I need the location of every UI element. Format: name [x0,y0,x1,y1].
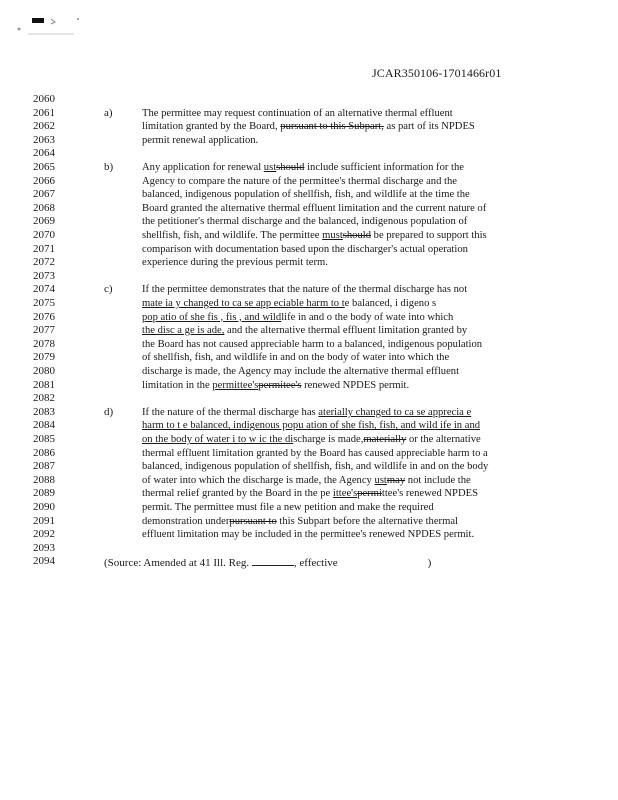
text-segment: life in and o the body of wate into which [281,311,454,323]
scan-mark-arrow [51,19,55,24]
text-line [142,460,522,474]
inserted-text: mate ia y changed to ca se app eciable harm to t [142,298,345,309]
line-number: 2060 [33,93,55,105]
line-number: 2062 [33,120,55,133]
text-line [142,528,522,542]
text-line [142,202,522,216]
line-number: 2064 [33,147,55,160]
text-line [142,447,522,461]
line-number: 2078 [33,337,55,350]
text-line [142,433,522,447]
section-label: b) [104,161,114,173]
scan-mark-dot [18,28,21,31]
text-segment: limitation granted by the Board, [142,121,281,133]
inserted-text: harm to t e balanced, indigenous popu ation of she fish, fish, and wild ife in and [142,420,481,432]
line-number: 2072 [33,256,55,269]
text-segment: Board granted the alternative thermal effluent limitation and the current nature of [142,202,487,214]
document-id: JCAR350106-1701466r01 [372,66,502,80]
line-number: 2070 [33,229,55,241]
line-number: 2080 [33,365,55,377]
text-line [142,188,522,202]
deleted-text: permi [357,488,382,500]
text-line [142,365,522,379]
text-line [142,379,522,393]
text-line [142,120,522,134]
line-number: 2089 [33,487,55,500]
text-segment: balanced, indigenous population of shellfish, fish, and wildlife at the time the [142,189,470,201]
text-segment: thermal effluent limitation granted by the Board has caused appreciable harm to a [142,447,488,459]
inserted-text: pop atio of she fis , fis , and wild [142,311,282,323]
text-line [142,474,522,488]
text-line [142,419,522,433]
text-segment: of water into which the discharge is made, the Agency [142,474,375,486]
text-line [142,311,522,325]
deleted-text: should [342,230,372,241]
text-line [142,515,522,529]
line-number: 2083 [33,405,55,418]
inserted-text: the disc a ge is ade, [142,325,225,337]
line-number: 2076 [33,310,55,323]
text-segment: experience during the previous permit term. [142,257,328,269]
text-segment: demonstration under [142,515,230,527]
text-line [142,243,522,257]
text-line [142,501,522,515]
line-number: 2065 [33,161,55,173]
scan-artifact-marks [14,12,84,46]
text-segment: renewed NPDES permit. [301,379,410,391]
text-line [142,351,522,365]
line-number: 2082 [33,392,55,405]
text-segment: If the nature of the thermal discharge has [142,406,319,418]
text-line [142,297,522,311]
line-number: 2077 [33,324,55,337]
text-segment: the petitioner's thermal discharge and the balanced, indigenous population of [142,216,468,228]
line-number: 2084 [33,419,55,432]
line-number: 2090 [33,501,55,513]
line-number: 2092 [33,528,55,541]
text-segment: ttee's renewed NPDES [381,488,478,500]
text-segment: balanced, indigenous population of shellfish, fish, and wildlife in and on the body [142,461,489,473]
text-segment: thermal relief granted by the Board in the pe [142,488,333,500]
deleted-text: materially [363,434,407,445]
text-segment: e balanced, i digeno s [344,298,437,309]
section-label: a) [104,106,113,119]
line-number: 2069 [33,215,55,228]
deleted-text: pursuant to [229,515,277,527]
line-number: 2075 [33,297,55,309]
line-number: 2068 [33,201,55,214]
line-number: 2081 [33,378,55,391]
text-segment: not include the [405,474,471,486]
text-line [142,256,522,270]
text-segment: If the permittee demonstrates that the nature of the thermal discharge has not [142,284,468,296]
inserted-text: must [322,230,343,241]
deleted-text: may [386,474,406,486]
text-segment: as part of its NPDES [383,121,475,133]
text-segment: be prepared to support this [371,230,487,241]
source-note-blank [252,555,294,566]
text-segment: effluent limitation may be included in the permittee's renewed NPDES permit. [142,529,475,541]
line-number: 2088 [33,473,55,486]
source-note-prefix: (Source: Amended at 41 Ill. Reg. [104,557,252,570]
line-number: 2079 [33,351,55,364]
scan-mark-speck [77,18,79,20]
text-segment: shellfish, fish, and wildlife. The permittee [142,230,323,241]
text-segment: or the alternative [406,434,481,445]
text-segment: include sufficient information for the [304,162,464,173]
text-segment: scharge is made, [293,434,364,445]
line-number: 2093 [33,541,55,554]
text-segment: limitation in the [142,379,213,391]
text-segment: permit. The permittee must file a new petition and make the required [142,502,434,513]
source-note-suffix: ) [427,557,432,570]
line-number: 2061 [33,106,55,119]
text-line [142,406,522,420]
line-number: 2071 [33,242,55,255]
text-line [142,487,522,501]
text-line [142,338,522,352]
text-segment: discharge is made, the Agency may include the alternative thermal effluent [142,366,460,377]
text-line [142,175,522,189]
line-number: 2087 [33,460,55,473]
inserted-text: ust [374,474,387,486]
text-line [142,107,522,121]
line-number: 2067 [33,188,55,201]
text-line [142,283,522,297]
deleted-text: permitee's [258,379,302,391]
text-segment: comparison with documentation based upon the discharger's actual operation [142,243,468,255]
line-number: 2085 [33,433,55,445]
text-line [142,161,522,175]
text-segment: the Board has not caused appreciable harm to a balanced, indigenous population [142,338,483,350]
text-segment: Any application for renewal [142,162,264,173]
text-line [142,134,522,148]
line-number: 2063 [33,133,55,146]
text-segment: this Subpart before the alternative thermal [276,515,458,527]
section-label: d) [104,405,114,418]
text-segment: and the alternative thermal effluent limitation granted by [224,325,468,337]
line-number: 2094 [33,555,55,568]
inserted-text: aterially changed to ca se apprecia e [318,406,472,418]
deleted-text: pursuant to this Subpart, [280,121,384,133]
section-label: c) [104,283,113,296]
line-number: 2086 [33,446,55,459]
text-line [142,324,522,338]
source-note-middle: , effective [293,557,338,570]
text-segment: permit renewal application. [142,134,259,146]
inserted-text: on the body of water i to w ic the di [142,434,294,445]
scan-mark-block [32,18,44,23]
text-segment: The permittee may request continuation of an alternative thermal effluent [142,107,453,119]
line-number: 2066 [33,174,55,187]
source-note [104,555,431,571]
text-segment: of shellfish, fish, and wildlife in and on the body of water into which the [142,352,450,364]
line-number: 2074 [33,283,55,296]
line-number: 2091 [33,514,55,527]
inserted-text: ust [263,162,277,173]
inserted-text: ittee's [332,488,358,500]
text-line [142,215,522,229]
line-number: 2073 [33,269,55,282]
text-segment: Agency to compare the nature of the permittee's thermal discharge and the [142,175,457,187]
inserted-text: permittee's [212,379,259,391]
text-line [142,229,522,243]
deleted-text: should [276,162,305,173]
